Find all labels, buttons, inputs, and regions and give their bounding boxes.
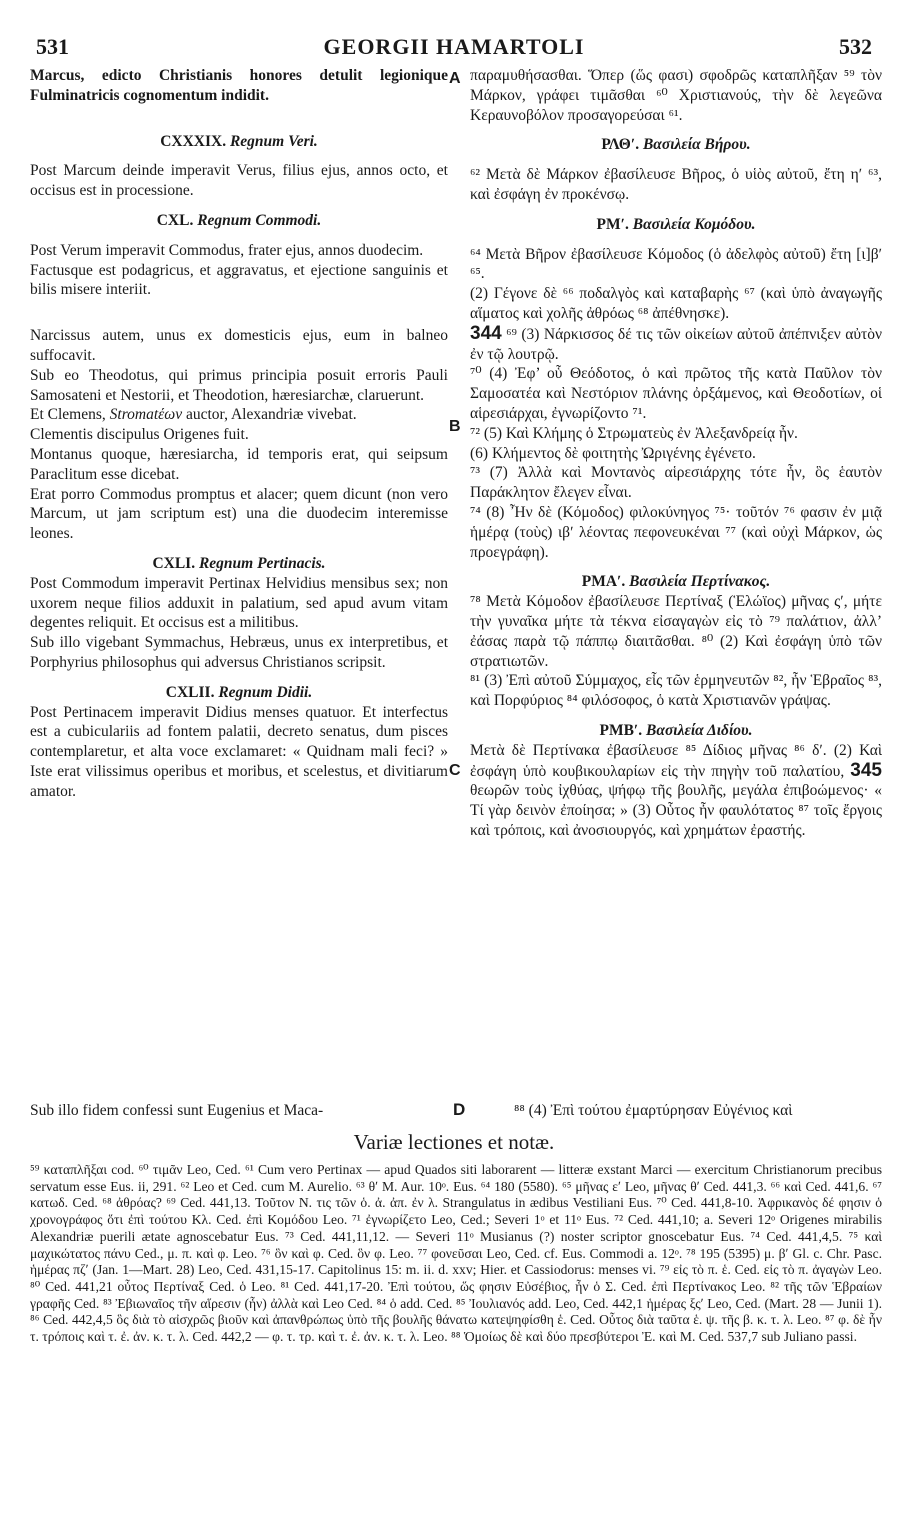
running-title: GEORGII HAMARTOLI [323, 34, 585, 59]
section-number: CXXXIX. [160, 132, 227, 150]
section-title: Βασιλεία Διδίου. [646, 721, 753, 739]
greek-paragraph: ⁷² (5) Καὶ Κλήμης ὁ Στρωματεὺς ἐν Ἀλεξανδρείᾳ ἦν. [470, 424, 798, 442]
latin-column [30, 66, 448, 802]
latin-paragraph [30, 405, 448, 425]
section-heading-139-greek [470, 135, 882, 155]
section-number: CXLI. [152, 554, 196, 572]
greek-last-line: ⁸⁸ (4) Ἐπὶ τούτου ἐμαρτύρησαν Εὐγένιος καὶ [514, 1102, 793, 1119]
greek-paragraph: ⁷⁸ Μετὰ Κόμοδον ἐβασίλευσε Περτίναξ (Ἑλώϊος) μῆνας ςʹ, μήτε τὴν γυναῖκα μήτε τὰ τέκνα εἰσαγαγὼν εἰς τὸ ⁷⁹ παλάτιον, ἀλλ’ ἐάσας παρὰ τῷ πάππῳ διαιτᾶσθαι. ⁸⁰ (2) Καὶ ἐσφάγη ὑπὸ τῶν στρατιωτῶν. [470, 593, 882, 670]
latin-paragraph: Sub eo Theodotus, qui primus principia posuit erroris Pauli Samosateni et Nestorii, et Theodotion, hæresiarchæ, claruerunt. [30, 366, 448, 404]
margin-letter-d: D [453, 1100, 466, 1119]
text-run: Et Clemens, [30, 406, 106, 424]
latin-paragraph: Factusque est podagricus, et aggravatus, et ejectione sanguinis et bilis misere interiit. [30, 261, 448, 299]
section-title: Regnum Pertinacis. [198, 554, 326, 572]
page-number-right: 532 [839, 34, 872, 59]
margin-letter-a: A [449, 70, 461, 87]
section-number: ΡΛΘʹ. [601, 136, 640, 154]
section-title: Regnum Didii. [218, 683, 313, 701]
section-heading-140-greek [470, 215, 882, 235]
section-heading-141 [30, 554, 448, 574]
latin-paragraph: Montanus quoque, hæresiarcha, id temporis erat, qui seipsum Paraclitum esse dicebat. [30, 445, 448, 483]
section-title: Βασιλεία Κομόδου. [632, 215, 756, 233]
section-heading-139 [30, 132, 448, 152]
latin-paragraph: Post Pertinacem imperavit Didius menses quatuor. Et interfectus est a cubiculariis ad fontem palatii, decreto senatus, dum pisces contemplaretur, et alta voce exclamaret: « Quidnam mali feci? » Iste erat vilissimus operibus et moribus, et scelestus, et divitiarum amator. [30, 703, 448, 800]
page-number-left: 531 [36, 34, 69, 59]
greek-column [470, 66, 882, 841]
latin-last-line: Sub illo fidem confessi sunt Eugenius et Maca- [30, 1102, 324, 1119]
greek-paragraph: ⁷⁰ (4) Ἐφ’ οὗ Θεόδοτος, ὁ καὶ πρῶτος τῆς κατὰ Παῦλον τὸν Σαμοσατέα καὶ Νεστόριον πλάνης ὀρξάμενος, καὶ Θεοδοτίων, οἱ αἱρεσιάρχαι, ἐγνωρίζοντο ⁷¹. [470, 365, 882, 422]
greek-paragraph [470, 741, 882, 841]
greek-paragraph: ⁷⁴ (8) Ἦν δὲ (Κόμοδος) φιλοκύνηγος ⁷⁵· τοῦτόν ⁷⁶ φασιν ἐν μιᾷ ἡμέρᾳ (τοὺς) ιβʹ λέοντας πεφονευκέναι ⁷⁷ (καὶ οὐχὶ Μάρκον, ὡς προεγράφη). [470, 503, 882, 561]
section-heading-141-greek [470, 572, 882, 592]
section-title: Βασιλεία Περτίνακος. [629, 573, 771, 591]
greek-paragraph: ⁶⁴ Μετὰ Βῆρον ἐβασίλευσε Κόμοδος (ὁ ἀδελφὸς αὐτοῦ) ἔτη [ι]βʹ ⁶⁵. [470, 245, 882, 283]
section-title: Regnum Veri. [229, 132, 318, 150]
text-run-italic: Stromatέων [109, 406, 183, 424]
latin-paragraph: Erat porro Commodus promptus et alacer; quem dicunt (non vero Marcum, ut jam scriptum est) una die duodecim interemisse leones. [30, 485, 448, 543]
section-heading-140 [30, 211, 448, 231]
latin-paragraph: Narcissus autem, unus ex domesticis ejus, eum in balneo suffocavit. [30, 327, 448, 364]
edition-page-number: 344 [470, 322, 502, 344]
greek-paragraph [470, 324, 882, 365]
section-number: ΡΜʹ. [596, 215, 629, 233]
text-run: auctor, Alexandriæ vivebat. [185, 406, 357, 424]
text-run: θεωρῶν τοὺς ἰχθύας, ψήφῳ τῆς βουλῆς, μεγάλα ἐπιβοώμενος· « Τί γὰρ δεινὸν ἐποίησα; » (3) Οὗτος ἦν φαυλότατος ⁸⁷ τοῖς ἔργοις καὶ τρόποις, καὶ ἀνοσιουργός, καὶ χρημάτων ἐραστής. [470, 782, 882, 839]
greek-paragraph: ⁷³ (7) Ἀλλὰ καὶ Μοντανὸς αἱρεσιάρχης τότε ἦν, ὃς ἑαυτὸν Παράκλητον ἔλεγεν εἶναι. [470, 464, 882, 502]
margin-letter-c: C [449, 762, 461, 779]
section-number: CXLII. [165, 683, 215, 701]
margin-letter-b: B [449, 418, 461, 435]
latin-paragraph: Post Verum imperavit Commodus, frater ejus, annos duodecim. [30, 241, 424, 259]
section-title: Βασιλεία Βήρου. [642, 136, 751, 154]
section-heading-142 [30, 683, 448, 703]
section-heading-142-greek [470, 721, 882, 741]
page-header [0, 0, 908, 60]
latin-paragraph: Post Marcum deinde imperavit Verus, filius ejus, annos octo, et occisus est in processione. [30, 162, 448, 200]
latin-paragraph: Marcus, edicto Christianis honores detulit legionique Fulminatricis cognomentum indidit. [30, 67, 448, 104]
section-number: ΡΜΑʹ. [581, 573, 626, 591]
section-title: Regnum Commodi. [197, 211, 322, 229]
greek-paragraph: ⁶² Μετὰ δὲ Μάρκον ἐβασίλευσε Βῆρος, ὁ υἱὸς αὐτοῦ, ἔτη ηʹ ⁶³, καὶ ἐσφάγη ἐν προκένσῳ. [470, 166, 882, 203]
text-run: Μετὰ δὲ Περτίνακα ἐβασίλευσε ⁸⁵ Δίδιος μῆνας ⁸⁶ δʹ. (2) Καὶ ἐσφάγη ὑπὸ κουβικουλαρίων εἰς τὴν πηγὴν τοῦ παλατίου, [470, 741, 882, 780]
greek-paragraph: παραμυθήσασθαι. Ὅπερ (ὥς φασι) σφοδρῶς καταπλῆξαν ⁵⁹ τὸν Μάρκον, γράφει τιμᾶσθαι ⁶⁰ Χριστιανούς, τὴν δὲ λεγεῶνα Κεραυνοβόλον προσαγορεύσαι ⁶¹. [470, 67, 882, 124]
notes-title: Variæ lectiones et notæ. [353, 1130, 555, 1154]
latin-paragraph: Post Commodum imperavit Pertinax Helvidius mensibus sex; non uxorem neque filios adduxit in palatium, sed apud avum vitam degentes reliquit. Et occisus est a militibus. [30, 574, 448, 632]
greek-paragraph: (6) Κλήμεντος δὲ φοιτητὴς Ὠριγένης ἐγένετο. [470, 444, 756, 462]
latin-paragraph: Clementis discipulus Origenes fuit. [30, 426, 249, 444]
greek-paragraph: ⁸¹ (3) Ἐπὶ αὐτοῦ Σύμμαχος, εἷς τῶν ἑρμηνευτῶν ⁸², ἦν Ἑβραῖος ⁸³, καὶ Πορφύριος ⁸⁴ φιλόσοφος, ὁ κατὰ Χριστιανῶν γράψας. [470, 672, 882, 710]
latin-paragraph: Sub illo vigebant Symmachus, Hebræus, unus ex interpretibus, et Porphyrius philosophus qui adversus Christianos scripsit. [30, 634, 448, 671]
variant-readings-notes: ⁵⁹ καταπλῆξαι cod. ⁶⁰ τιμᾶν Leo, Ced. ⁶¹ Cum vero Pertinax — apud Quados siti laborarent — litteræ exstant Marci — exercitum Christianorum precibus servatum esse Eus. ii, 291. ⁶² Leo et Ced. cum M. Aurelio. ⁶³ θʹ M. Aur. 10ᵒ. Eus. ⁶⁴ 180 (5580). ⁶⁵ μῆνας εʹ Leo, μῆνας θʹ Ced. 441,3. ⁶⁶ καὶ Ced. 441,6. ⁶⁷ κατωδ. Ced. ⁶⁸ ἀθρόας? ⁶⁹ Ced. 441,13. Τοῦτον N. τις τῶν ὁ. ἀ. ἀπ. ἐν λ. Strangulatus in ædibus Vestiliani Eus. ⁷⁰ Ced. 441,8-10. Ἀφρικανὸς δέ φησιν ὁ χρονογράφος ὅτι ἐπὶ τούτου Κλ. Ced. ἐπὶ Κομόδου Leo. ⁷¹ ἐγνωρίζετο Leo, Ced.; Severi 1ᵒ et 11ᵒ Eus. ⁷² Ced. 441,10; a. Severi 12ᵒ Origenes mirabilis Alexandriæ puerili ætate agnoscebatur Eus. ⁷³ Ced. 441,11,12. — Severi 11ᵒ Musianus (?) noster scriptor gnoscebatur Eus. ⁷⁴ Ced. 441,4,5. ⁷⁵ καὶ μαχικώτατος πάνυ Ced., μ. π. καὶ φ. Leo. ⁷⁶ ὃν καὶ φ. Ced. ὃν φ. Leo. ⁷⁷ φονεῦσαι Leo, Ced. cf. Eus. Commodi a. 12ᵒ. ⁷⁸ 195 (5395) μ. βʹ Gl. c. Chr. Pasc. ἡμέρας πζʹ (Jan. 1—Mart. 28) Leo, Ced. 431,15-17. Capitolinus 15: m. ii. d. xxv; Hier. et Cassiodorus: menses vi. ⁷⁹ εἰς τὸ π. ἑ. Ced. εἰς τὸ π. ἀγαγὼν Leo. ⁸⁰ Ced. 441,21 οὗτος Περτίναξ Ced. ὁ Leo. ⁸¹ Ced. 441,17-20. Ἐπὶ τούτου, ὥς φησιν Εὐσέβιος, ἦν ὁ Σ. Ced. ἐπὶ Περτίνακος Leo. ⁸² τῆς τῶν Ἑβραίων γραφῆς Ced. ⁸³ Ἐβιωναῖος τῆν αἵρεσιν (ἦν) ἀλλὰ καὶ Leo Ced. ⁸⁴ ὁ add. Ced. ⁸⁵ Ἰουλιανός add. Leo, Ced. 442,1 ἡμέρας ξςʹ Leo, Ced. (Mart. 28 — Junii 1). ⁸⁶ Ced. 442,4,5 ὃς διὰ τὸ αἰσχρῶς βιοῦν καὶ ἀπανθρώπως ὑπὸ τῆς βουλῆς θάνατω κατεψηφίσθη ἑ. Ced. Οὗτος διὰ ταῦτα ἑ. ψ. τῆς β. κ. τ. λ. Leo. ⁸⁷ φ. δὲ ἦν τ. τρόποις καὶ τ. ἐ. ἀν. κ. τ. λ. Ced. 442,2 — φ. τ. τρ. καὶ τ. ἐ. ἀν. κ. τ. λ. Leo. ⁸⁸ Ὁμοίως δὲ καὶ δύο πρεσβύτεροι Ἐ. καὶ M. Ced. 537,7 sub Juliano passi. [30, 1162, 882, 1345]
section-number: CXL. [156, 211, 194, 229]
section-number: ΡΜΒʹ. [599, 721, 643, 739]
greek-paragraph: (2) Γέγονε δὲ ⁶⁶ ποδαλγὸς καὶ καταβαρὴς ⁶⁷ (καὶ ὑπὸ ἀναγωγῆς αἵματος καὶ χολῆς ἀθρόως ⁶⁸ ἀπέθνησκε). [470, 285, 882, 322]
text-run: ⁶⁹ (3) Νάρκισσος δέ τις τῶν οἰκείων αὐτοῦ ἀπέπνιξεν αὐτὸν ἐν τῷ λουτρῷ. [470, 325, 883, 363]
edition-page-number: 345 [850, 759, 882, 781]
